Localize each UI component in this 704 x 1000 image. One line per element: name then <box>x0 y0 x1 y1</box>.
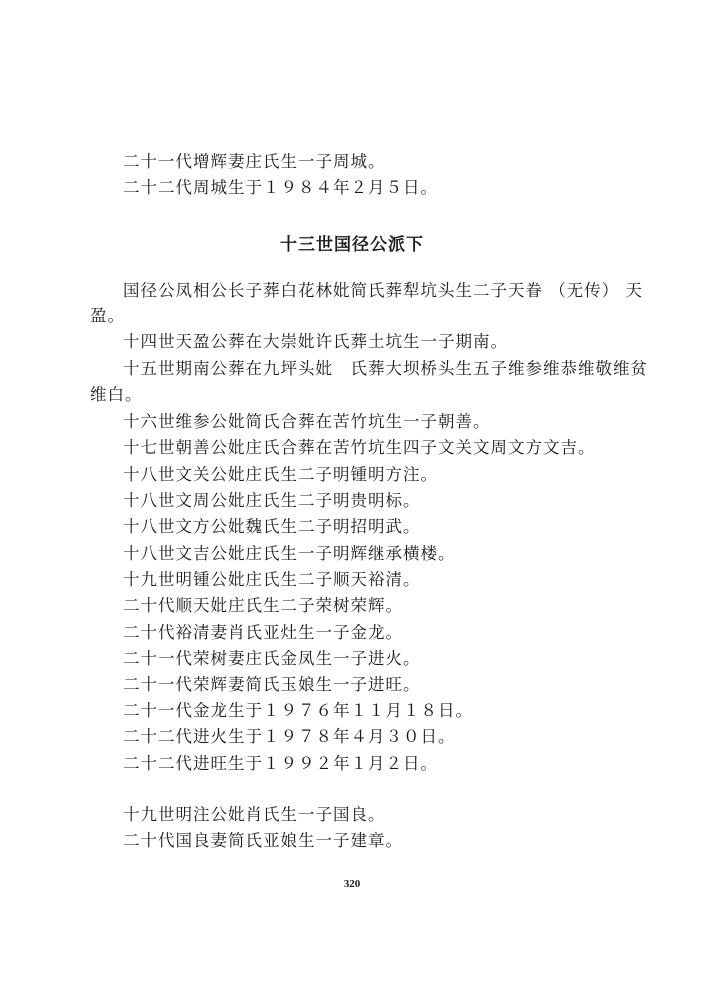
text-line: 二十一代金龙生于１９７６年１１月１８日。 <box>123 701 473 720</box>
text-line: 十四世天盈公葬在大崇妣许氏葬土坑生一子期南。 <box>123 332 508 351</box>
text-line: 十九世明锺公妣庄氏生二子顺天裕清。 <box>123 570 421 589</box>
text-line: 十九世明注公妣肖氏生一子国良。 <box>123 805 386 824</box>
text-line: 十八世文吉公妣庄氏生一子明辉继承横楼。 <box>123 544 456 563</box>
text-line: 国径公凤相公长子葬白花林妣简氏葬犁坑头生二子天眷 （无传） 天 <box>123 281 643 300</box>
text-line: 二十二代进旺生于１９９２年１月２日。 <box>123 754 438 773</box>
text-line: 二十代裕清妻肖氏亚灶生一子金龙。 <box>123 623 403 642</box>
text-line: 二十代国良妻简氏亚娘生一子建章。 <box>123 831 403 850</box>
page-number: 320 <box>343 878 361 890</box>
text-line: 十六世维参公妣简氏合葬在苦竹坑生一子朝善。 <box>123 412 491 431</box>
section-heading: 十三世国径公派下 <box>280 235 424 255</box>
text-line: 二十代顺天妣庄氏生二子荣树荣辉。 <box>123 596 403 615</box>
text-line: 十八世文关公妣庄氏生二子明锺明方注。 <box>123 465 438 484</box>
text-line: 二十一代荣辉妻简氏玉娘生一子进旺。 <box>123 675 421 694</box>
text-line: 十七世朝善公妣庄氏合葬在苦竹坑生四子文关文周文方文吉。 <box>123 438 596 457</box>
text-line: 二十二代进火生于１９７８年４月３０日。 <box>123 727 456 746</box>
text-line: 十五世期南公葬在九坪头妣 氏葬大坝桥头生五子维参维恭维敬维贫 <box>123 359 648 378</box>
text-line: 二十二代周城生于１９８４年２月５日。 <box>123 178 438 197</box>
text-line: 十八世文方公妣魏氏生二子明招明武。 <box>123 517 421 536</box>
text-line: 盈。 <box>90 306 125 325</box>
text-line: 二十一代荣树妻庄氏金凤生一子进火。 <box>123 649 421 668</box>
text-line: 维白。 <box>90 385 143 404</box>
text-line: 二十一代增辉妻庄氏生一子周城。 <box>123 152 386 171</box>
text-line: 十八世文周公妣庄氏生二子明贵明标。 <box>123 491 421 510</box>
